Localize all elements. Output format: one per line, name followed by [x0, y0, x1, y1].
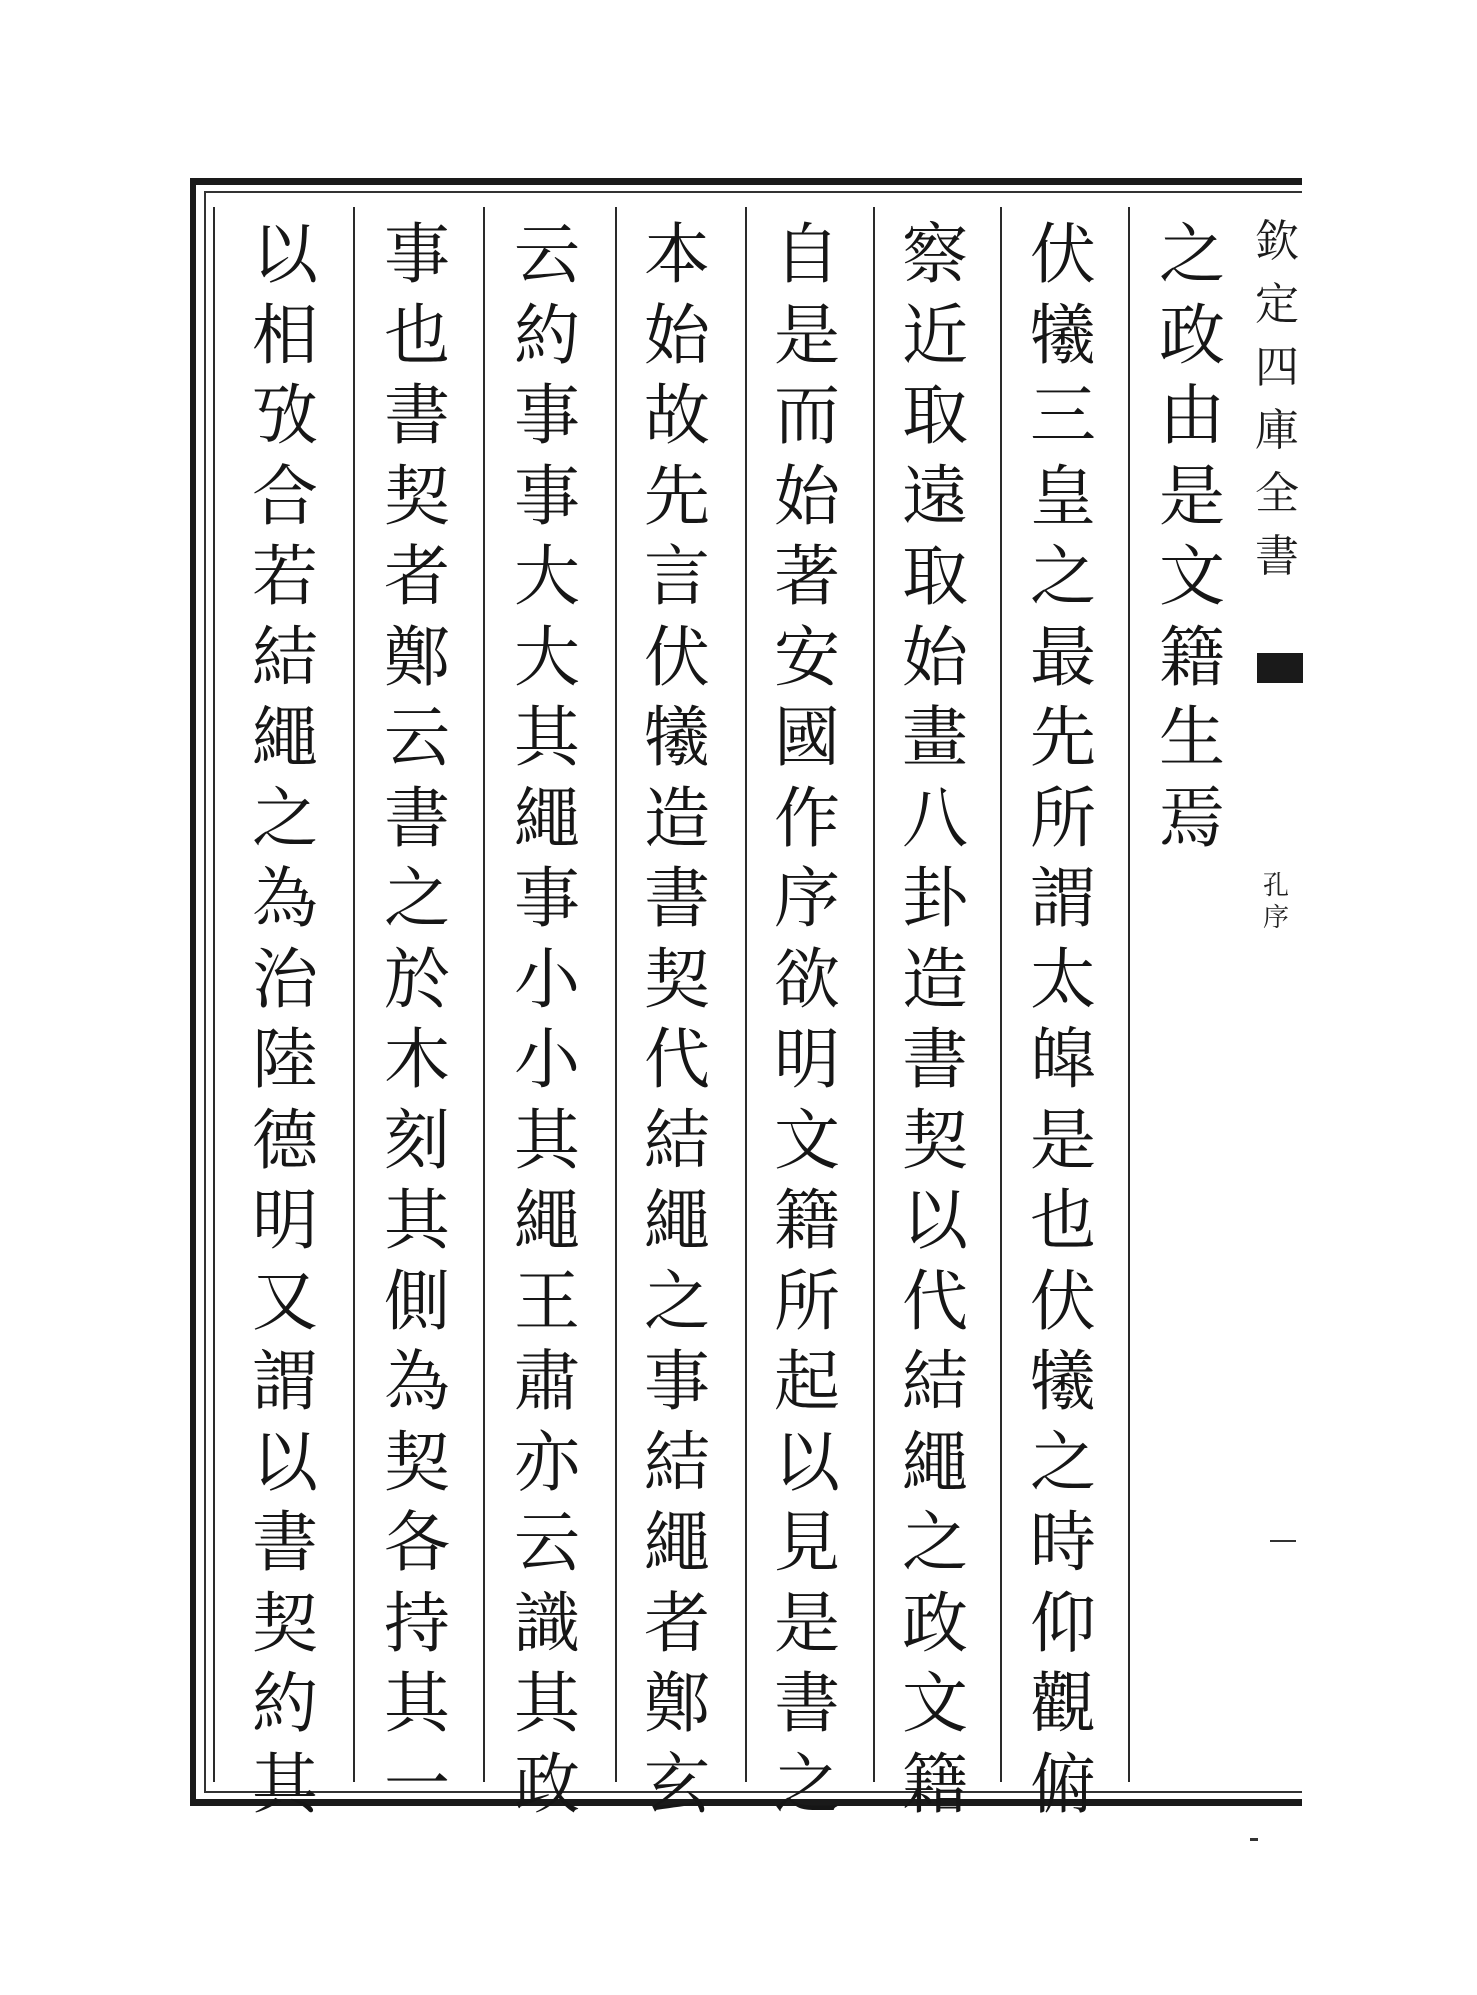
glyph: 鄭: [644, 1665, 710, 1742]
glyph: 序: [1262, 903, 1289, 933]
glyph: 也: [384, 296, 450, 374]
glyph: 小: [514, 940, 580, 1018]
glyph: 以: [902, 1182, 968, 1259]
glyph: 皡: [1030, 1021, 1096, 1098]
glyph: 結: [902, 1343, 968, 1420]
glyph: 之: [1159, 216, 1225, 293]
margin-book-title: [1252, 210, 1302, 588]
glyph: 序: [774, 860, 840, 937]
glyph: 為: [252, 860, 318, 937]
column-divider: [1000, 207, 1002, 1782]
glyph: 言: [644, 538, 710, 615]
glyph: 自: [774, 216, 840, 293]
glyph: 其: [514, 1665, 580, 1742]
glyph: 代: [644, 1021, 710, 1098]
glyph: 政: [1159, 296, 1225, 374]
glyph: 書: [384, 779, 450, 857]
glyph: 約: [252, 1665, 318, 1742]
glyph: 其: [514, 1101, 580, 1179]
glyph: 合: [252, 457, 318, 535]
column-divider: [873, 207, 875, 1782]
glyph: 也: [1030, 1182, 1096, 1259]
glyph: 一: [384, 1745, 450, 1823]
glyph: 本: [644, 216, 710, 293]
glyph: 鄭: [384, 618, 450, 696]
glyph: 謂: [1030, 860, 1096, 937]
glyph: 肅: [514, 1343, 580, 1420]
glyph: 德: [252, 1101, 318, 1179]
glyph: 事: [384, 216, 450, 293]
glyph: 契: [644, 940, 710, 1018]
glyph: 安: [774, 618, 840, 696]
scan-speck: [1250, 1838, 1258, 1841]
glyph: 云: [514, 1504, 580, 1581]
glyph: 亦: [514, 1423, 580, 1501]
glyph: 事: [514, 377, 580, 454]
glyph: 太: [1030, 940, 1096, 1018]
glyph: 造: [644, 779, 710, 857]
glyph: 繩: [644, 1182, 710, 1259]
glyph: 三: [1030, 377, 1096, 454]
glyph: 云: [514, 216, 580, 293]
glyph: 見: [774, 1504, 840, 1581]
glyph: 契: [902, 1101, 968, 1179]
glyph: 書: [774, 1665, 840, 1742]
scan-speck: [1270, 1540, 1296, 1542]
glyph: 庫: [1255, 405, 1299, 456]
glyph: 所: [1030, 779, 1096, 857]
glyph: 繩: [514, 779, 580, 857]
glyph: 刻: [384, 1101, 450, 1179]
glyph: 若: [252, 538, 318, 615]
glyph: 是: [774, 296, 840, 374]
glyph: 而: [774, 377, 840, 454]
glyph: 書: [902, 1021, 968, 1098]
glyph: 識: [514, 1584, 580, 1662]
glyph: 先: [1030, 699, 1096, 776]
glyph: 取: [902, 377, 968, 454]
glyph: 王: [514, 1262, 580, 1340]
glyph: 契: [384, 457, 450, 535]
glyph: 代: [902, 1262, 968, 1340]
glyph: 時: [1030, 1504, 1096, 1581]
glyph: 政: [902, 1584, 968, 1662]
glyph: 欲: [774, 940, 840, 1018]
glyph: 伏: [1030, 1262, 1096, 1340]
glyph: 始: [774, 457, 840, 535]
glyph: 繩: [252, 699, 318, 776]
glyph: 近: [902, 296, 968, 374]
glyph: 取: [902, 538, 968, 615]
glyph: 四: [1255, 342, 1299, 393]
glyph: 大: [514, 538, 580, 615]
glyph: 籍: [902, 1745, 968, 1823]
glyph: 政: [514, 1745, 580, 1823]
glyph: 俯: [1030, 1745, 1096, 1823]
glyph: 相: [252, 296, 318, 374]
glyph: 持: [384, 1584, 450, 1662]
text-column-6: [492, 215, 602, 1823]
glyph: 先: [644, 457, 710, 535]
glyph: 云: [384, 699, 450, 776]
glyph: 是: [1030, 1101, 1096, 1179]
text-column-8: [230, 215, 340, 1823]
glyph: 文: [1159, 538, 1225, 615]
glyph: 治: [252, 940, 318, 1018]
glyph: 書: [644, 860, 710, 937]
glyph: 欽: [1255, 216, 1299, 267]
glyph: 之: [774, 1745, 840, 1823]
glyph: 犧: [644, 699, 710, 776]
column-divider: [1128, 207, 1130, 1782]
text-column-5: [622, 215, 732, 1823]
column-divider: [483, 207, 485, 1782]
glyph: 其: [252, 1745, 318, 1823]
glyph: 書: [252, 1504, 318, 1581]
glyph: 契: [252, 1584, 318, 1662]
glyph: 於: [384, 940, 450, 1018]
glyph: 皇: [1030, 457, 1096, 535]
glyph: 最: [1030, 618, 1096, 696]
glyph: 其: [514, 699, 580, 776]
glyph: 以: [252, 1423, 318, 1501]
glyph: 之: [644, 1262, 710, 1340]
glyph: 結: [252, 618, 318, 696]
glyph: 明: [252, 1182, 318, 1259]
glyph: 始: [902, 618, 968, 696]
glyph: 文: [902, 1665, 968, 1742]
glyph: 繩: [644, 1504, 710, 1581]
glyph: 起: [774, 1343, 840, 1420]
glyph: 著: [774, 538, 840, 615]
glyph: 故: [644, 377, 710, 454]
text-column-7: [362, 215, 472, 1823]
glyph: 書: [1255, 531, 1299, 582]
glyph: 事: [514, 457, 580, 535]
glyph: 事: [644, 1343, 710, 1420]
glyph: 仰: [1030, 1584, 1096, 1662]
glyph: 察: [902, 216, 968, 293]
glyph: 木: [384, 1021, 450, 1098]
glyph: 側: [384, 1262, 450, 1340]
glyph: 作: [774, 779, 840, 857]
glyph: 焉: [1159, 779, 1225, 857]
glyph: 者: [384, 538, 450, 615]
glyph: 始: [644, 296, 710, 374]
glyph: 各: [384, 1504, 450, 1581]
glyph: 遠: [902, 457, 968, 535]
text-column-1: [1137, 215, 1247, 1785]
glyph: 之: [252, 779, 318, 857]
glyph: 伏: [644, 618, 710, 696]
glyph: 定: [1255, 279, 1299, 330]
glyph: 生: [1159, 699, 1225, 776]
glyph: 之: [902, 1504, 968, 1581]
glyph: 八: [902, 779, 968, 857]
glyph: 以: [252, 216, 318, 293]
glyph: 約: [514, 296, 580, 374]
glyph: 其: [384, 1182, 450, 1259]
glyph: 是: [774, 1584, 840, 1662]
glyph: 觀: [1030, 1665, 1096, 1742]
text-column-3: [880, 215, 990, 1823]
margin-fishtail-mark: [1257, 653, 1303, 683]
glyph: 所: [774, 1262, 840, 1340]
glyph: 以: [774, 1423, 840, 1501]
glyph: 是: [1159, 457, 1225, 535]
glyph: 大: [514, 618, 580, 696]
glyph: 繩: [902, 1423, 968, 1501]
glyph: 畫: [902, 699, 968, 776]
glyph: 結: [644, 1101, 710, 1179]
glyph: 陸: [252, 1021, 318, 1098]
column-divider: [353, 207, 355, 1782]
glyph: 小: [514, 1021, 580, 1098]
text-column-4: [752, 215, 862, 1823]
glyph: 犧: [1030, 296, 1096, 374]
glyph: 事: [514, 860, 580, 937]
text-column-2: [1008, 215, 1118, 1823]
glyph: 文: [774, 1101, 840, 1179]
glyph: 明: [774, 1021, 840, 1098]
column-divider: [213, 207, 215, 1782]
glyph: 之: [384, 860, 450, 937]
glyph: 造: [902, 940, 968, 1018]
glyph: 全: [1255, 468, 1299, 519]
glyph: 玄: [644, 1745, 710, 1823]
glyph: 籍: [1159, 618, 1225, 696]
glyph: 伏: [1030, 216, 1096, 293]
glyph: 為: [384, 1343, 450, 1420]
glyph: 之: [1030, 538, 1096, 615]
margin-section-label: [1256, 870, 1296, 934]
glyph: 犧: [1030, 1343, 1096, 1420]
glyph: 國: [774, 699, 840, 776]
glyph: 攷: [252, 377, 318, 454]
glyph: 孔: [1262, 871, 1289, 901]
glyph: 書: [384, 377, 450, 454]
glyph: 卦: [902, 860, 968, 937]
glyph: 又: [252, 1262, 318, 1340]
glyph: 繩: [514, 1182, 580, 1259]
column-divider: [745, 207, 747, 1782]
glyph: 結: [644, 1423, 710, 1501]
glyph: 其: [384, 1665, 450, 1742]
glyph: 由: [1159, 377, 1225, 454]
column-divider: [615, 207, 617, 1782]
glyph: 者: [644, 1584, 710, 1662]
glyph: 謂: [252, 1343, 318, 1420]
glyph: 契: [384, 1423, 450, 1501]
glyph: 之: [1030, 1423, 1096, 1501]
glyph: 籍: [774, 1182, 840, 1259]
